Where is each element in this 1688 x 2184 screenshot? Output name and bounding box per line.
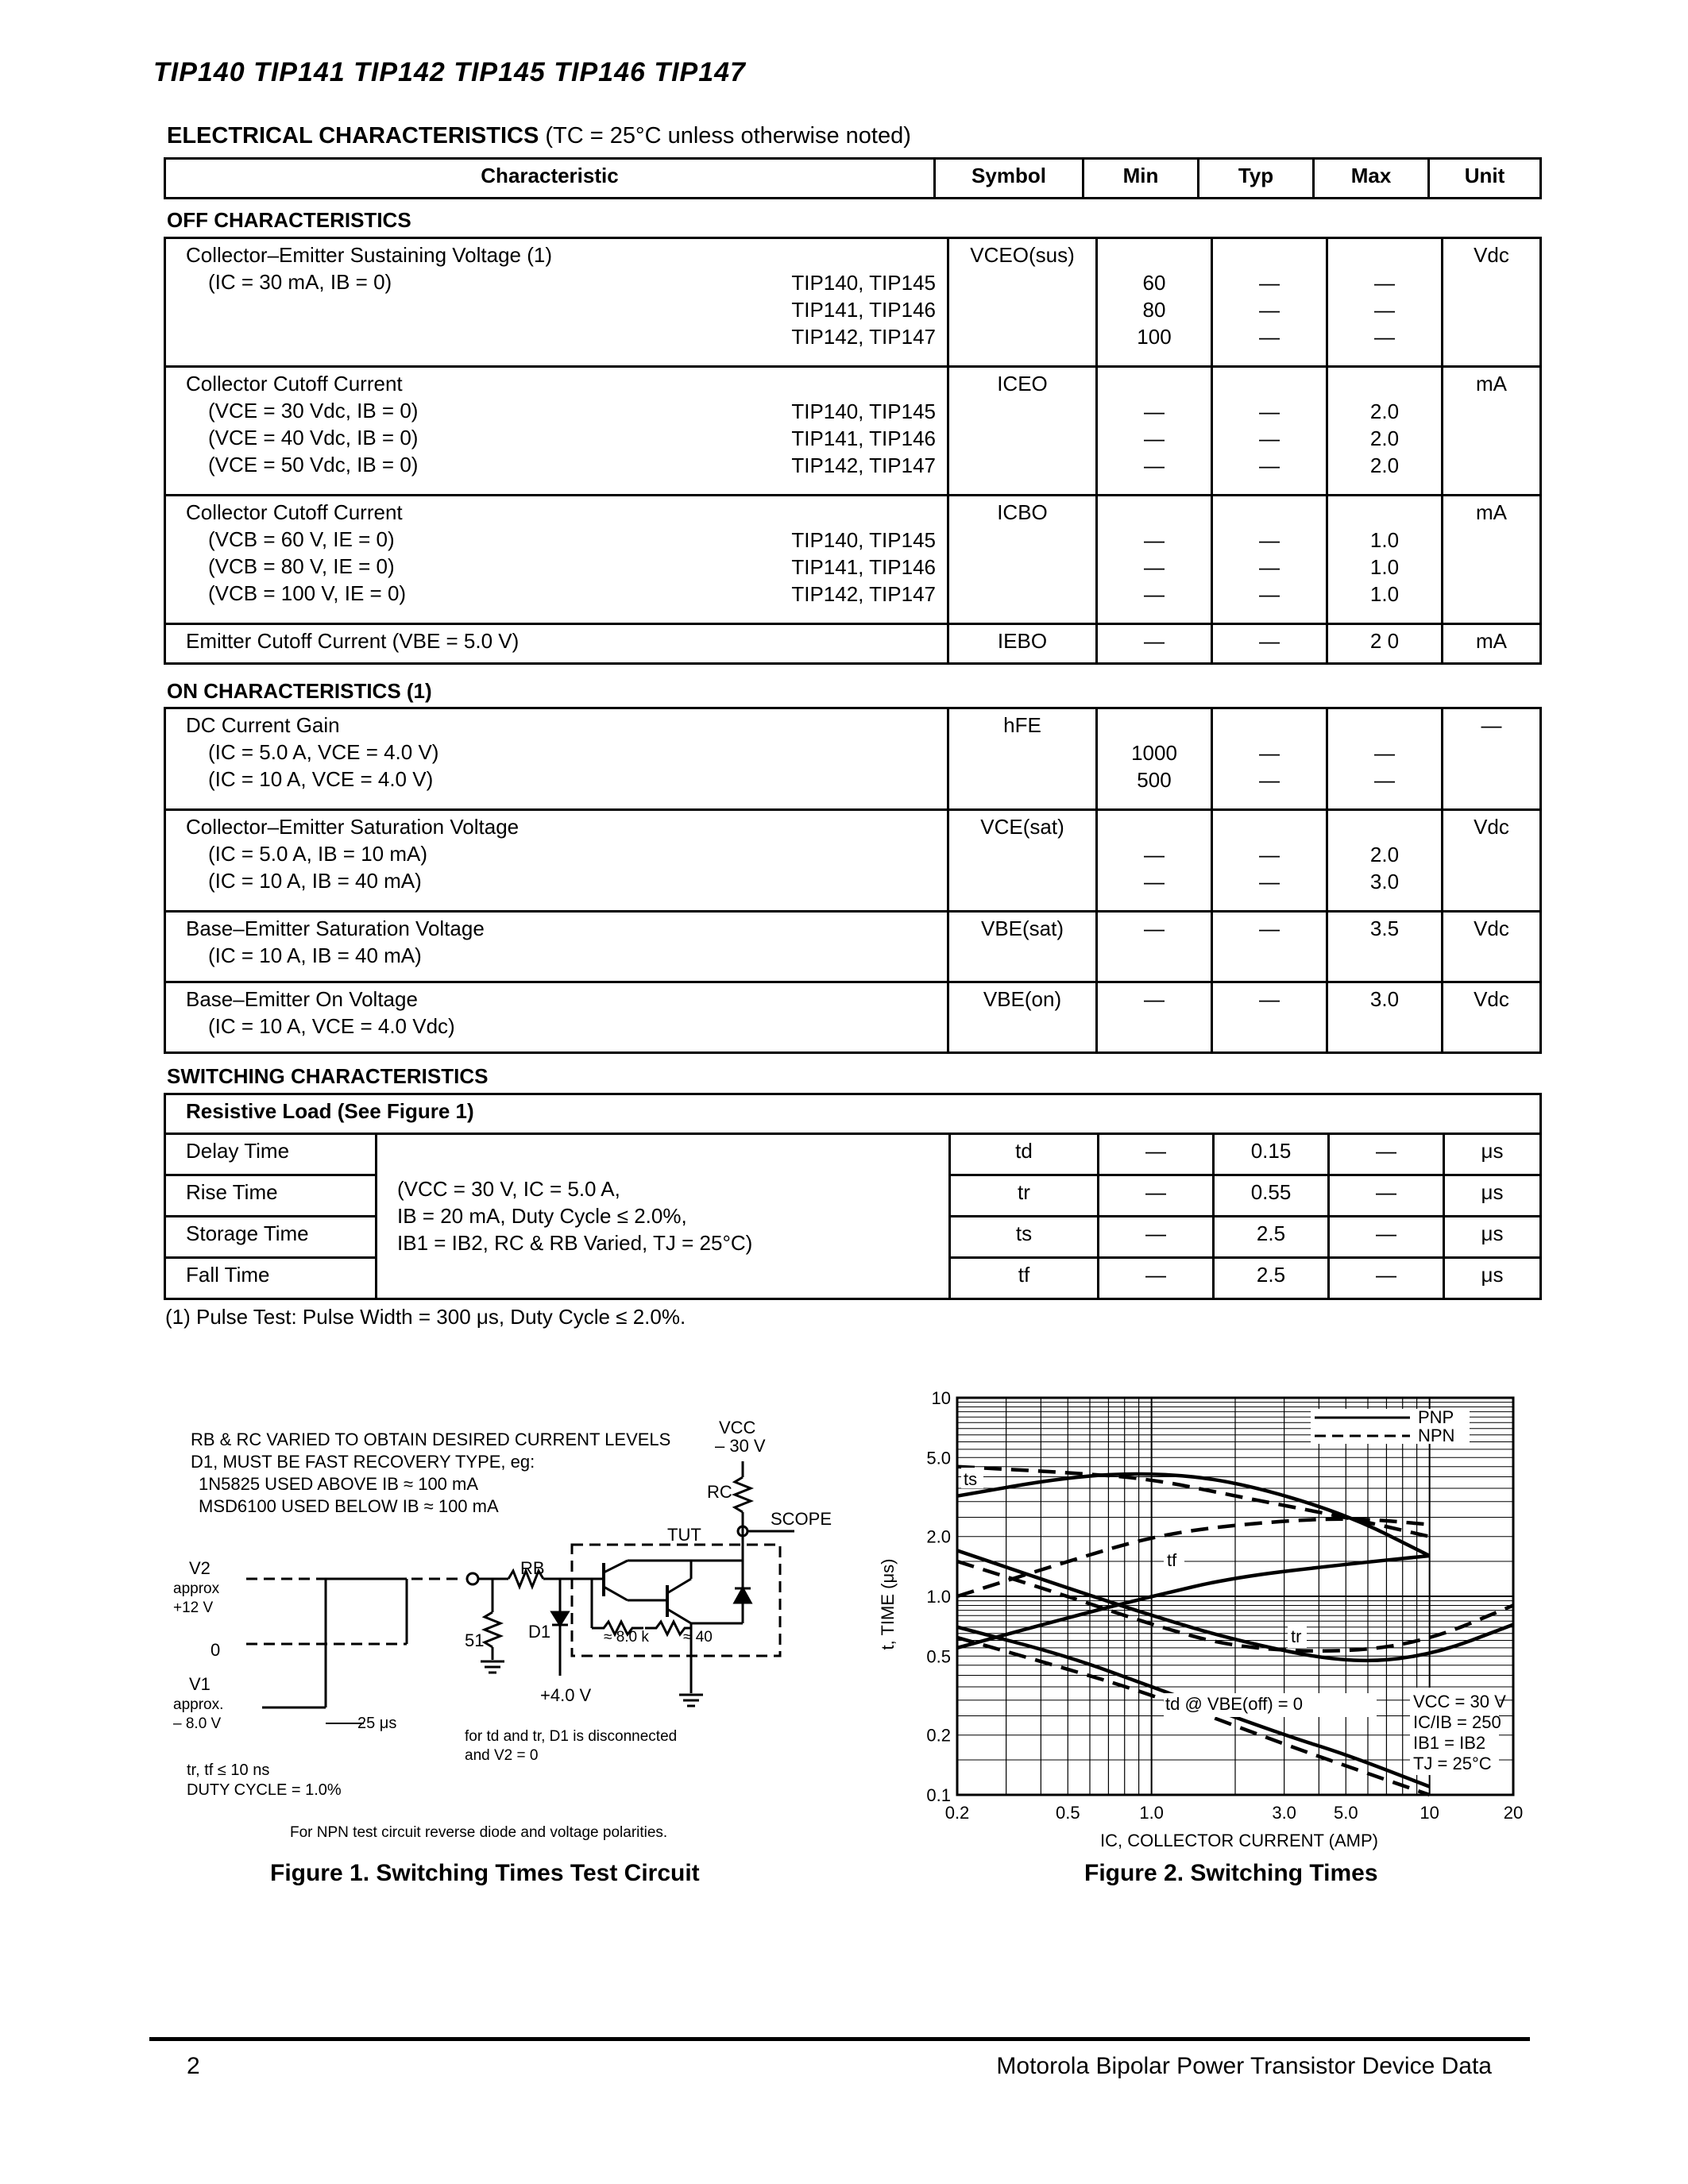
- r40-label: ≈ 40: [683, 1629, 713, 1646]
- symbol-cell: ts: [950, 1217, 1099, 1258]
- curve-label-td: td @ VBE(off) = 0: [1165, 1694, 1303, 1714]
- table-row: [165, 238, 1541, 367]
- test-condition: (IC = 30 mA, IB = 0): [208, 270, 392, 294]
- characteristic-cell: [165, 367, 948, 496]
- d1-label: D1: [528, 1622, 551, 1642]
- legend-pnp: PNP: [1418, 1407, 1454, 1427]
- unit-cell: Vdc: [1443, 810, 1541, 912]
- symbol-cell: IEBO: [948, 624, 1097, 664]
- switching-test-circuit-figure: [159, 1398, 858, 1874]
- condition-ic-ib: IC/IB = 250: [1413, 1712, 1501, 1732]
- r51-label: 51: [465, 1630, 485, 1650]
- table-row: [165, 708, 1541, 810]
- test-conditions: (VCB = 60 V, IE = 0) (VCB = 80 V, IE = 0) (VCB = 100 V, IE = 0): [208, 527, 407, 605]
- resistive-load-subheading: Resistive Load (See Figure 1): [165, 1094, 1541, 1134]
- col-min: Min: [1083, 159, 1199, 199]
- table-row: [165, 912, 1541, 982]
- and-v2-note: and V2 = 0: [465, 1747, 539, 1764]
- typ-cell: — — —: [1212, 238, 1327, 367]
- r51-resistor: [485, 1612, 500, 1647]
- circuit-note: RB & RC VARIED TO OBTAIN DESIRED CURRENT LEVELS: [191, 1430, 671, 1449]
- unit-cell: —: [1443, 708, 1541, 810]
- min-cell: 60 80 100: [1097, 238, 1212, 367]
- circuit-note: MSD6100 USED BELOW IB ≈ 100 mA: [199, 1496, 499, 1516]
- characteristic-cell: Rise Time: [165, 1175, 377, 1217]
- footer-rule: [149, 2037, 1530, 2041]
- r8k-label: ≈ 8.0 k: [604, 1629, 649, 1646]
- plus4-label: +4.0 V: [540, 1685, 592, 1705]
- series-tf-npn: [957, 1519, 1430, 1596]
- typ-cell: — — —: [1212, 496, 1327, 624]
- off-characteristics-table: [164, 237, 1542, 665]
- curve-label-tf: tf: [1167, 1550, 1177, 1570]
- symbol-cell: ICBO: [948, 496, 1097, 624]
- table-row: [165, 367, 1541, 496]
- characteristic-cell: Fall Time: [165, 1258, 377, 1299]
- min-cell: —: [1099, 1258, 1214, 1299]
- test-conditions: (VCE = 30 Vdc, IB = 0) (VCE = 40 Vdc, IB = 0) (VCE = 50 Vdc, IB = 0): [208, 399, 419, 477]
- characteristic-name: Base–Emitter On Voltage: [186, 987, 418, 1011]
- x-tick-label: 5.0: [1333, 1803, 1358, 1823]
- symbol-cell: VCEO(sus): [948, 238, 1097, 367]
- col-typ: Typ: [1199, 159, 1314, 199]
- footer-text: Motorola Bipolar Power Transistor Device Data: [996, 2053, 1492, 2079]
- switching-times-chart: [870, 1382, 1529, 1858]
- min-cell: —: [1097, 912, 1212, 982]
- characteristic-cell: Emitter Cutoff Current (VBE = 5.0 V): [165, 624, 948, 664]
- device-list: TIP140, TIP145 TIP141, TIP146 TIP142, TIP147: [791, 271, 936, 349]
- unit-cell: μs: [1444, 1134, 1541, 1175]
- symbol-cell: tr: [950, 1175, 1099, 1217]
- flyback-diode: [735, 1588, 751, 1603]
- test-conditions: (IC = 5.0 A, IB = 10 mA) (IC = 10 A, IB = 40 mA): [208, 842, 428, 893]
- typ-cell: — —: [1212, 708, 1327, 810]
- symbol-cell: ICEO: [948, 367, 1097, 496]
- min-cell: —: [1099, 1175, 1214, 1217]
- typ-cell: —: [1212, 982, 1327, 1053]
- v1-label: V1: [189, 1674, 211, 1694]
- d1-diode: [552, 1612, 568, 1625]
- unit-cell: mA: [1443, 367, 1541, 496]
- condition-tj: TJ = 25°C: [1413, 1754, 1492, 1773]
- page-number: 2: [187, 2053, 200, 2079]
- typ-cell: — —: [1212, 810, 1327, 912]
- col-characteristic: Characteristic: [165, 159, 935, 199]
- max-cell: 3.0: [1327, 982, 1443, 1053]
- on-characteristics-table: [164, 707, 1542, 1054]
- max-cell: —: [1329, 1175, 1444, 1217]
- series-ts-pnp: [957, 1474, 1430, 1556]
- device-list: TIP140, TIP145 TIP141, TIP146 TIP142, TIP147: [791, 399, 936, 477]
- max-cell: 2.0 2.0 2.0: [1327, 367, 1443, 496]
- device-list: TIP140, TIP145 TIP141, TIP146 TIP142, TIP147: [791, 528, 936, 606]
- column-header-table: [164, 157, 1542, 199]
- switching-conditions: (VCC = 30 V, IC = 5.0 A, IB = 20 mA, Duty Cycle ≤ 2.0%, IB1 = IB2, RC & RB Varied, TJ = 25°C): [377, 1134, 950, 1299]
- condition-ib1-ib2: IB1 = IB2: [1413, 1733, 1486, 1753]
- curve-label-tr: tr: [1291, 1626, 1302, 1646]
- characteristic-name: Collector–Emitter Sustaining Voltage (1): [186, 243, 553, 267]
- x-tick-label: 0.2: [944, 1803, 970, 1823]
- characteristic-name: Collector Cutoff Current: [186, 372, 403, 396]
- characteristic-name: Collector–Emitter Saturation Voltage: [186, 815, 520, 839]
- typ-cell: 2.5: [1214, 1217, 1329, 1258]
- max-cell: —: [1329, 1134, 1444, 1175]
- y-tick-label: 0.1: [926, 1785, 951, 1805]
- test-condition: (IC = 10 A, IB = 40 mA): [208, 943, 422, 967]
- off-characteristics-heading: OFF CHARACTERISTICS: [167, 208, 411, 232]
- table-row: [165, 496, 1541, 624]
- max-cell: 3.5: [1327, 912, 1443, 982]
- section-conditions: (TC = 25°C unless otherwise noted): [545, 123, 911, 149]
- x-axis-label: IC, COLLECTOR CURRENT (AMP): [1099, 1831, 1379, 1850]
- unit-cell: μs: [1444, 1258, 1541, 1299]
- v2-label: V2: [189, 1558, 211, 1578]
- page-title: TIP140 TIP141 TIP142 TIP145 TIP146 TIP147: [153, 57, 746, 87]
- condition-vcc: VCC = 30 V: [1413, 1692, 1506, 1711]
- table-row: [165, 982, 1541, 1053]
- characteristic-cell: Delay Time: [165, 1134, 377, 1175]
- table-row: [165, 810, 1541, 912]
- switching-characteristics-heading: SWITCHING CHARACTERISTICS: [167, 1064, 489, 1088]
- y-tick-label: 2.0: [926, 1526, 951, 1547]
- max-cell: —: [1329, 1217, 1444, 1258]
- min-cell: —: [1099, 1217, 1214, 1258]
- min-cell: — — —: [1097, 496, 1212, 624]
- table-row: [165, 624, 1541, 664]
- characteristic-cell: [165, 238, 948, 367]
- v2-approx: approx: [173, 1580, 220, 1597]
- y-axis-label: t, TIME (μs): [878, 1558, 898, 1650]
- y-tick-label: 10: [931, 1388, 951, 1408]
- max-cell: —: [1329, 1258, 1444, 1299]
- chart-conditions: [1410, 1688, 1506, 1775]
- rise-fall-label: tr, tf ≤ 10 ns: [187, 1761, 270, 1779]
- curve-label-ts: ts: [964, 1469, 978, 1489]
- disconnect-note: for td and tr, D1 is disconnected: [465, 1728, 678, 1745]
- characteristic-cell: [165, 496, 948, 624]
- symbol-cell: VBE(on): [948, 982, 1097, 1053]
- typ-cell: —: [1212, 912, 1327, 982]
- min-cell: — —: [1097, 810, 1212, 912]
- characteristic-cell: [165, 810, 948, 912]
- characteristic-cell: [165, 708, 948, 810]
- min-cell: —: [1099, 1134, 1214, 1175]
- unit-cell: Vdc: [1443, 912, 1541, 982]
- max-cell: 2.0 3.0: [1327, 810, 1443, 912]
- characteristic-name: Collector Cutoff Current: [186, 500, 403, 524]
- npn-note: For NPN test circuit reverse diode and voltage polarities.: [290, 1824, 668, 1841]
- col-symbol: Symbol: [935, 159, 1083, 199]
- duty-cycle-label: DUTY CYCLE = 1.0%: [187, 1781, 342, 1799]
- unit-cell: mA: [1443, 624, 1541, 664]
- max-cell: — — —: [1327, 238, 1443, 367]
- min-cell: —: [1097, 624, 1212, 664]
- on-characteristics-heading: ON CHARACTERISTICS (1): [167, 679, 432, 703]
- section-title: ELECTRICAL CHARACTERISTICS (TC = 25°C unless otherwise noted): [167, 123, 911, 149]
- figure1-caption: Figure 1. Switching Times Test Circuit: [270, 1860, 700, 1886]
- x-tick-label: 10: [1420, 1803, 1439, 1823]
- y-tick-label: 0.5: [926, 1646, 951, 1667]
- v2-value: +12 V: [173, 1599, 214, 1616]
- typ-cell: 2.5: [1214, 1258, 1329, 1299]
- typ-cell: 0.15: [1214, 1134, 1329, 1175]
- pulse-width-label: 25 μs: [357, 1715, 397, 1732]
- characteristic-name: Base–Emitter Saturation Voltage: [186, 916, 485, 940]
- characteristic-cell: [165, 982, 948, 1053]
- symbol-cell: hFE: [948, 708, 1097, 810]
- unit-cell: mA: [1443, 496, 1541, 624]
- v1-approx: approx.: [173, 1696, 224, 1713]
- x-tick-label: 1.0: [1139, 1803, 1164, 1823]
- switching-characteristics-table: [164, 1093, 1542, 1300]
- x-tick-label: 20: [1503, 1803, 1524, 1823]
- col-unit: Unit: [1429, 159, 1541, 199]
- symbol-cell: td: [950, 1134, 1099, 1175]
- chart-legend: [1311, 1407, 1470, 1445]
- v1-value: – 8.0 V: [173, 1715, 222, 1732]
- unit-cell: μs: [1444, 1175, 1541, 1217]
- symbol-cell: VBE(sat): [948, 912, 1097, 982]
- y-tick-label: 1.0: [926, 1587, 951, 1607]
- min-cell: —: [1097, 982, 1212, 1053]
- footnote: (1) Pulse Test: Pulse Width = 300 μs, Duty Cycle ≤ 2.0%.: [165, 1305, 686, 1329]
- typ-cell: —: [1212, 624, 1327, 664]
- max-cell: 1.0 1.0 1.0: [1327, 496, 1443, 624]
- x-tick-label: 3.0: [1272, 1803, 1296, 1823]
- characteristic-name: DC Current Gain: [186, 713, 340, 737]
- symbol-cell: VCE(sat): [948, 810, 1097, 912]
- scope-label: SCOPE: [771, 1509, 832, 1529]
- vcc-label: VCC: [719, 1418, 756, 1437]
- symbol-cell: tf: [950, 1258, 1099, 1299]
- tut-label: TUT: [667, 1525, 701, 1545]
- unit-cell: μs: [1444, 1217, 1541, 1258]
- rc-resistor: [735, 1477, 751, 1512]
- y-tick-label: 0.2: [926, 1725, 951, 1746]
- zero-label: 0: [211, 1640, 221, 1660]
- circuit-note: 1N5825 USED ABOVE IB ≈ 100 mA: [199, 1474, 479, 1494]
- max-cell: 2 0: [1327, 624, 1443, 664]
- circuit-note: D1, MUST BE FAST RECOVERY TYPE, eg:: [191, 1452, 535, 1472]
- test-conditions: (IC = 5.0 A, VCE = 4.0 V) (IC = 10 A, VCE = 4.0 V): [208, 740, 439, 791]
- vcc-value: – 30 V: [715, 1436, 766, 1456]
- col-max: Max: [1314, 159, 1429, 199]
- legend-npn: NPN: [1418, 1426, 1455, 1445]
- rb-label: RB: [520, 1558, 545, 1578]
- characteristic-cell: [165, 912, 948, 982]
- unit-cell: Vdc: [1443, 982, 1541, 1053]
- typ-cell: — — —: [1212, 367, 1327, 496]
- typ-cell: 0.55: [1214, 1175, 1329, 1217]
- max-cell: — —: [1327, 708, 1443, 810]
- y-tick-label: 5.0: [926, 1448, 951, 1468]
- input-terminal: [467, 1573, 478, 1584]
- rb-resistor: [508, 1571, 543, 1587]
- table-row: [165, 1134, 1541, 1175]
- figure2-caption: Figure 2. Switching Times: [1084, 1860, 1378, 1886]
- unit-cell: Vdc: [1443, 238, 1541, 367]
- series-tf-pnp: [957, 1556, 1430, 1648]
- min-cell: 1000 500: [1097, 708, 1212, 810]
- x-tick-label: 0.5: [1055, 1803, 1080, 1823]
- test-condition: (IC = 10 A, VCE = 4.0 Vdc): [208, 1014, 455, 1038]
- min-cell: — — —: [1097, 367, 1212, 496]
- rc-label: RC: [707, 1482, 732, 1502]
- characteristic-cell: Storage Time: [165, 1217, 377, 1258]
